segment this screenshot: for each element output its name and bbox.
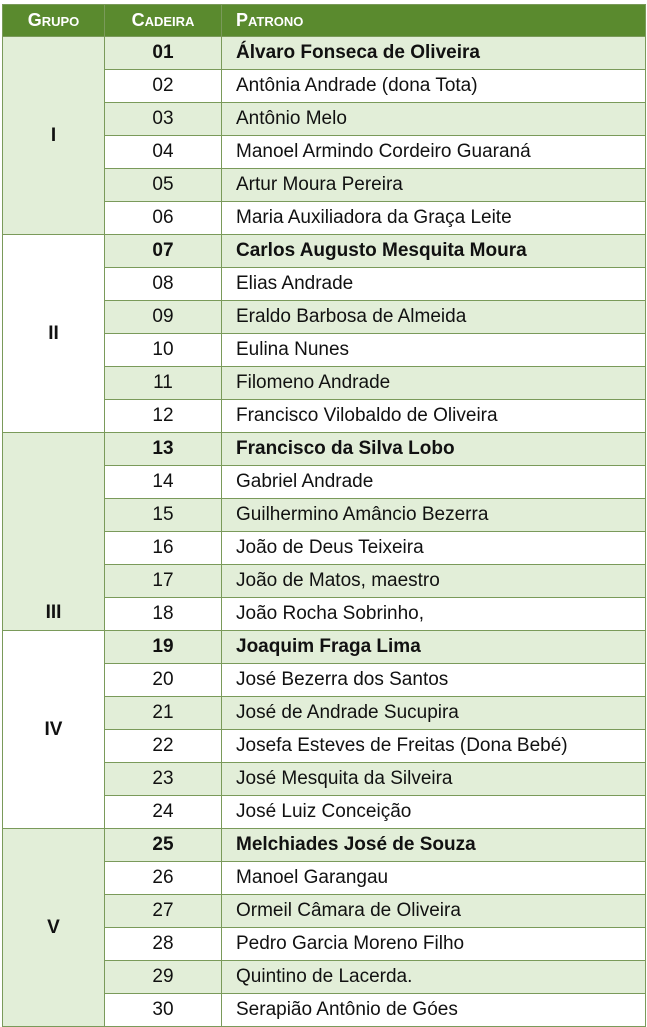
cadeira-cell: 08 <box>105 268 222 301</box>
patrono-cell: José Mesquita da Silveira <box>222 763 646 796</box>
table-row <box>3 829 646 862</box>
patrono-cell: José de Andrade Sucupira <box>222 697 646 730</box>
cadeira-cell: 16 <box>105 532 222 565</box>
patrono-cell: Joaquim Fraga Lima <box>222 631 646 664</box>
cadeira-cell: 02 <box>105 70 222 103</box>
table-header-row <box>3 5 646 37</box>
patrono-cell: João de Deus Teixeira <box>222 532 646 565</box>
patrono-cell: Artur Moura Pereira <box>222 169 646 202</box>
patrono-cell: José Luiz Conceição <box>222 796 646 829</box>
cadeira-cell: 11 <box>105 367 222 400</box>
cadeira-cell: 03 <box>105 103 222 136</box>
cadeira-cell: 10 <box>105 334 222 367</box>
table-row <box>3 235 646 268</box>
group-label: I <box>3 37 105 235</box>
cadeira-cell: 04 <box>105 136 222 169</box>
patrono-cell: Serapião Antônio de Góes <box>222 994 646 1027</box>
patrono-cell: Quintino de Lacerda. <box>222 961 646 994</box>
header-cadeira: Cadeira <box>105 5 222 37</box>
group-label: III <box>3 433 105 631</box>
cadeira-cell: 13 <box>105 433 222 466</box>
cadeira-cell: 30 <box>105 994 222 1027</box>
patrono-cell: Manoel Garangau <box>222 862 646 895</box>
patrono-cell: Elias Andrade <box>222 268 646 301</box>
header-grupo: Grupo <box>3 5 105 37</box>
patrono-cell: Gabriel Andrade <box>222 466 646 499</box>
cadeira-cell: 27 <box>105 895 222 928</box>
cadeira-cell: 25 <box>105 829 222 862</box>
table-row <box>3 433 646 466</box>
cadeira-cell: 05 <box>105 169 222 202</box>
patrono-cell: Manoel Armindo Cordeiro Guaraná <box>222 136 646 169</box>
group-label: II <box>3 235 105 433</box>
table-row <box>3 37 646 70</box>
table-row <box>3 631 646 664</box>
cadeira-cell: 06 <box>105 202 222 235</box>
patrono-cell: Antônio Melo <box>222 103 646 136</box>
cadeira-cell: 21 <box>105 697 222 730</box>
patrono-cell: Melchiades José de Souza <box>222 829 646 862</box>
cadeira-cell: 12 <box>105 400 222 433</box>
patrono-cell: Carlos Augusto Mesquita Moura <box>222 235 646 268</box>
cadeira-cell: 15 <box>105 499 222 532</box>
cadeira-cell: 14 <box>105 466 222 499</box>
patronos-table <box>2 4 646 1027</box>
cadeira-cell: 26 <box>105 862 222 895</box>
patrono-cell: Ormeil Câmara de Oliveira <box>222 895 646 928</box>
patrono-cell: João de Matos, maestro <box>222 565 646 598</box>
group-label: IV <box>3 631 105 829</box>
cadeira-cell: 23 <box>105 763 222 796</box>
patrono-cell: Eraldo Barbosa de Almeida <box>222 301 646 334</box>
patrono-cell: Antônia Andrade (dona Tota) <box>222 70 646 103</box>
patrono-cell: Álvaro Fonseca de Oliveira <box>222 37 646 70</box>
patrono-cell: Francisco Vilobaldo de Oliveira <box>222 400 646 433</box>
patrono-cell: Maria Auxiliadora da Graça Leite <box>222 202 646 235</box>
cadeira-cell: 19 <box>105 631 222 664</box>
cadeira-cell: 22 <box>105 730 222 763</box>
patrono-cell: Eulina Nunes <box>222 334 646 367</box>
patrono-cell: Pedro Garcia Moreno Filho <box>222 928 646 961</box>
header-patrono: Patrono <box>222 5 646 37</box>
group-label: V <box>3 829 105 1027</box>
cadeira-cell: 18 <box>105 598 222 631</box>
cadeira-cell: 07 <box>105 235 222 268</box>
cadeira-cell: 28 <box>105 928 222 961</box>
patrono-cell: José Bezerra dos Santos <box>222 664 646 697</box>
cadeira-cell: 24 <box>105 796 222 829</box>
patrono-cell: Josefa Esteves de Freitas (Dona Bebé) <box>222 730 646 763</box>
patrono-cell: Guilhermino Amâncio Bezerra <box>222 499 646 532</box>
cadeira-cell: 17 <box>105 565 222 598</box>
patrono-cell: João Rocha Sobrinho, <box>222 598 646 631</box>
cadeira-cell: 29 <box>105 961 222 994</box>
patrono-cell: Francisco da Silva Lobo <box>222 433 646 466</box>
cadeira-cell: 09 <box>105 301 222 334</box>
patrono-cell: Filomeno Andrade <box>222 367 646 400</box>
cadeira-cell: 20 <box>105 664 222 697</box>
cadeira-cell: 01 <box>105 37 222 70</box>
